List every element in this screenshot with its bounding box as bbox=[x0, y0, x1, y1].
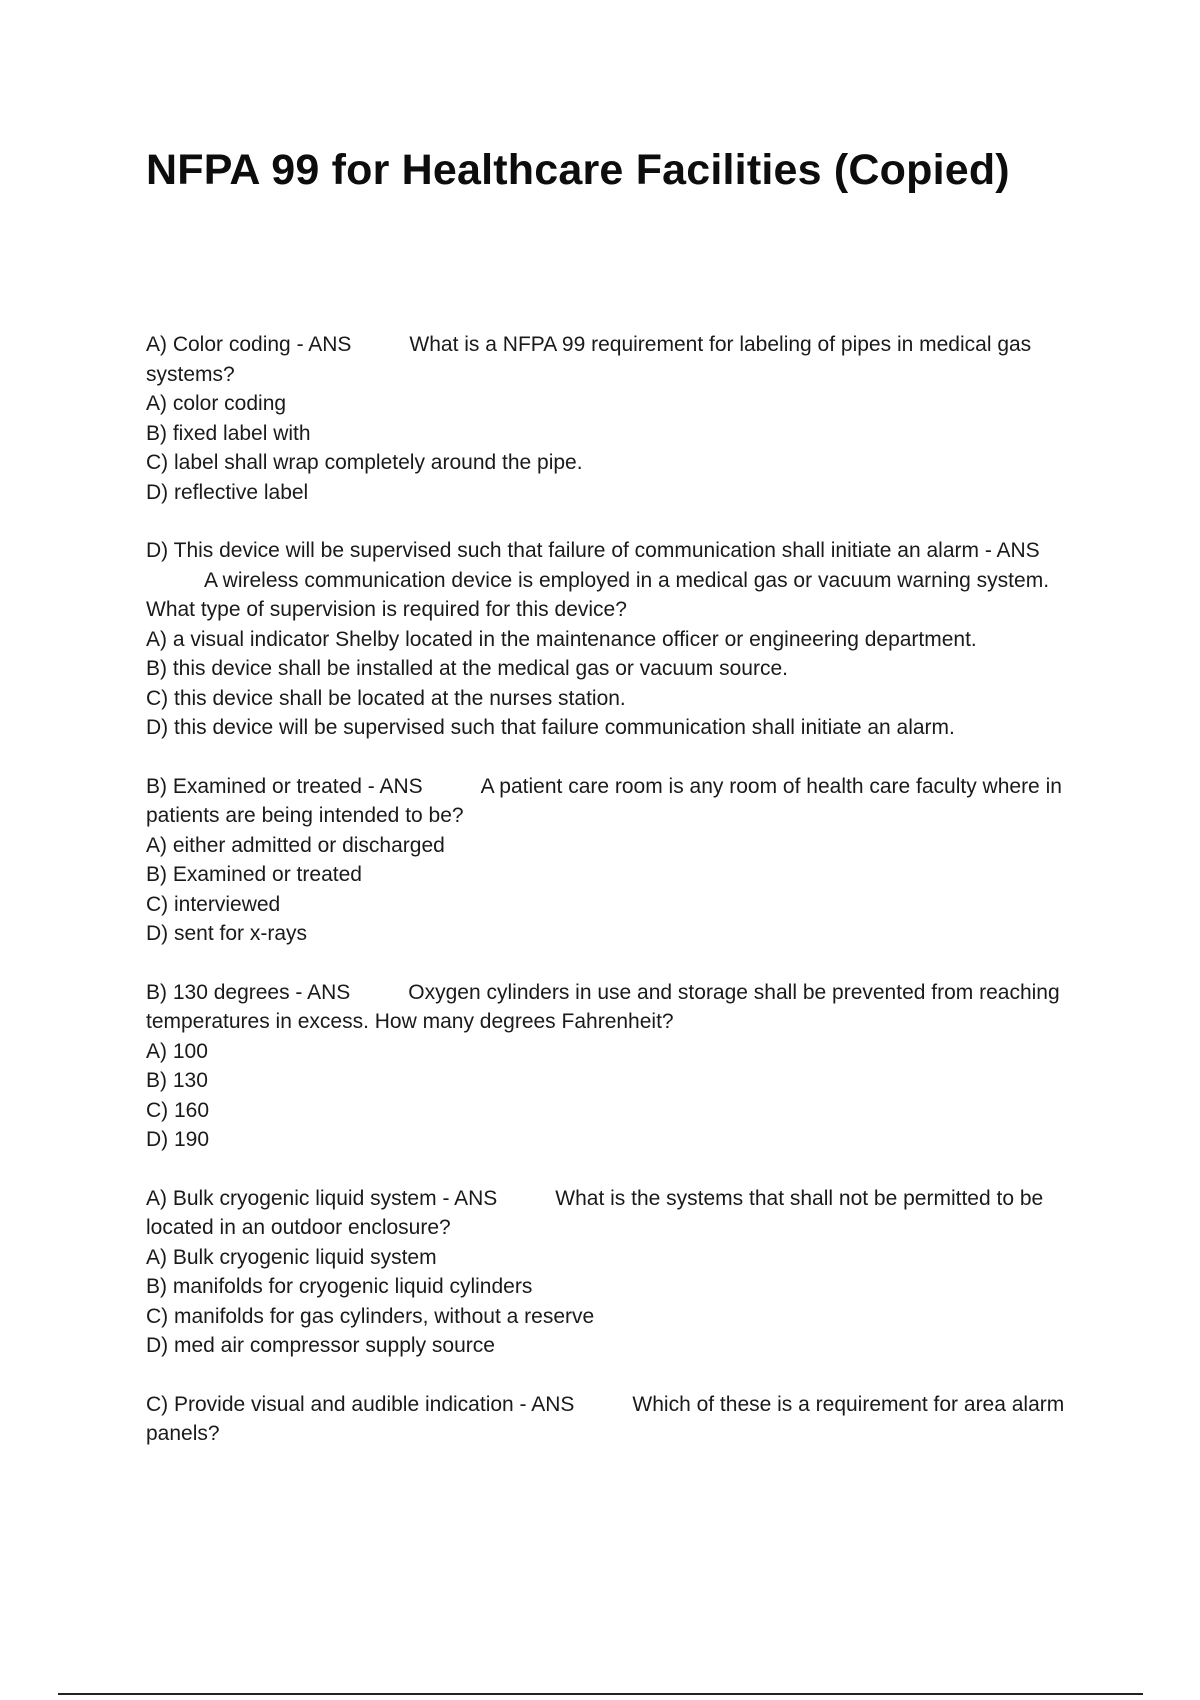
qa-item bbox=[146, 1390, 1096, 1449]
option-line: A) Bulk cryogenic liquid system bbox=[146, 1245, 437, 1269]
qa-header bbox=[146, 772, 1096, 831]
qa-header bbox=[146, 1184, 1096, 1243]
answer-text: C) Provide visual and audible indication - ANS bbox=[146, 1392, 575, 1416]
qa-item bbox=[146, 1184, 1096, 1361]
question-text: A wireless communication device is employed in a medical gas or vacuum warning system. What type of supervision is required for this device? bbox=[146, 568, 1050, 621]
option-line: D) med air compressor supply source bbox=[146, 1334, 495, 1357]
option-line: C) 160 bbox=[146, 1098, 210, 1122]
answer-text: B) Examined or treated - ANS bbox=[146, 774, 423, 798]
option-line: A) 100 bbox=[146, 1039, 208, 1063]
option-line: A) color coding bbox=[146, 392, 287, 415]
qa-list bbox=[146, 330, 1096, 1478]
question-text: Oxygen cylinders in use and storage shall be prevented from reaching temperatures in excess. How many degrees Fahrenheit? bbox=[146, 980, 1060, 1033]
question-text: What is the systems that shall not be permitted to be located in an outdoor enclosure? bbox=[146, 1186, 1044, 1239]
option-line: D) reflective label bbox=[146, 480, 309, 504]
option-line: A) either admitted or discharged bbox=[146, 833, 445, 857]
qa-header bbox=[146, 330, 1096, 389]
option-line: C) interviewed bbox=[146, 892, 281, 916]
qa-item bbox=[146, 536, 1096, 743]
option-line: A) a visual indicator Shelby located in the maintenance officer or engineering department. bbox=[146, 627, 977, 651]
qa-header bbox=[146, 1390, 1096, 1449]
question-text: A patient care room is any room of health care faculty where in patients are being intended to be? bbox=[146, 774, 1062, 827]
option-line: B) Examined or treated bbox=[146, 863, 362, 886]
option-line: C) label shall wrap completely around the pipe. bbox=[146, 451, 583, 474]
answer-text: B) 130 degrees - ANS bbox=[146, 980, 351, 1004]
qa-item bbox=[146, 978, 1096, 1155]
option-line: D) sent for x-rays bbox=[146, 922, 308, 945]
option-line: C) manifolds for gas cylinders, without a reserve bbox=[146, 1304, 595, 1328]
option-line: B) fixed label with bbox=[146, 421, 311, 445]
option-line: C) this device shall be located at the nurses station. bbox=[146, 686, 626, 710]
question-text: What is a NFPA 99 requirement for labeling of pipes in medical gas systems? bbox=[146, 333, 1032, 386]
qa-header bbox=[146, 536, 1096, 625]
page-bottom-divider bbox=[58, 1693, 1143, 1695]
qa-item bbox=[146, 330, 1096, 507]
option-line: D) 190 bbox=[146, 1128, 210, 1151]
qa-header bbox=[146, 978, 1096, 1037]
option-line: B) this device shall be installed at the medical gas or vacuum source. bbox=[146, 657, 788, 680]
answer-text: A) Color coding - ANS bbox=[146, 333, 352, 356]
page-title: NFPA 99 for Healthcare Facilities (Copied) bbox=[146, 146, 1010, 194]
qa-item bbox=[146, 772, 1096, 949]
answer-text: A) Bulk cryogenic liquid system - ANS bbox=[146, 1186, 498, 1210]
option-line: B) 130 bbox=[146, 1069, 208, 1092]
option-line: D) this device will be supervised such that failure communication shall initiate an alarm. bbox=[146, 716, 955, 739]
question-text: Which of these is a requirement for area alarm panels? bbox=[146, 1392, 1065, 1445]
answer-text: D) This device will be supervised such that failure of communication shall initiate an alarm - ANS bbox=[146, 539, 1040, 562]
option-line: B) manifolds for cryogenic liquid cylinders bbox=[146, 1275, 533, 1298]
